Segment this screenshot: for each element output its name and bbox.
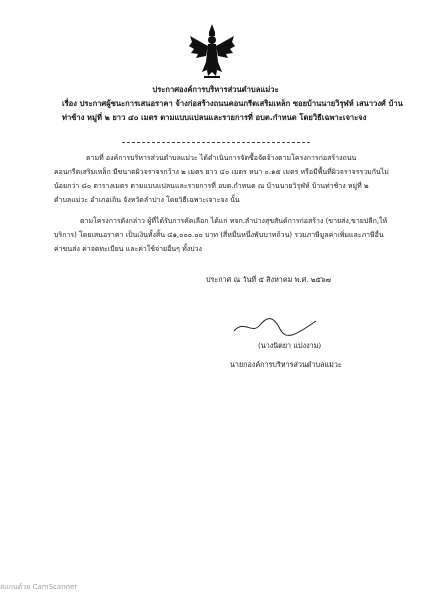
paragraph-2-line-3: ค่าขนส่ง ค่าจดทะเบียน และค่าใช้จ่ายอื่นๆ ทั้งปวง <box>54 245 202 253</box>
paragraph-1-line-3: น้อยกว่า ๘๐ ตารางเมตร ตามแบบแปลนและรายการที่ อบต.กำหนด ณ บ้านนายวิรุฬห์ บ้านท่าช้าง หมู่ที่ ๒ <box>54 182 369 190</box>
paragraph-1 <box>54 151 414 207</box>
paragraph-2-line-2: บริการ) โดยเสนอราคา เป็นเงินทั้งสิ้น ๔๑,๐๐๐.๐๐ บาท (สี่หมื่นหนึ่งพันบาทถ้วน) รวมภาษีมูลค่าเพิ่มและภาษีอื่น <box>54 231 384 239</box>
subject-block <box>62 97 407 125</box>
subject-line-1: เรื่อง ประกาศผู้ชนะการเสนอราคา จ้างก่อสร้างถนนคอนกรีตเสริมเหล็ก ซอยบ้านนายวิรุฬห์ เสนาวงศ์ บ้าน <box>62 99 403 108</box>
separator-rule <box>122 142 310 143</box>
paragraph-2-line-1: ตามโครงการดังกล่าว ผู้ที่ได้รับการคัดเลือก ได้แก่ หจก.ลำปางสุขสันต์การก่อสร้าง (ขายส่ง,ขายปลีก,ให้ <box>80 217 388 225</box>
signer-title: นายกองค์การบริหารส่วนตำบลแม่วะ <box>230 360 342 369</box>
subject-line-2: ท่าช้าง หมู่ที่ ๒ ยาว ๔๐ เมตร ตามแบบแปลนและรายการที่ อบต.กำหนด โดยวิธีเฉพาะเจาะจง <box>62 113 367 122</box>
paragraph-1-line-2: คอนกรีตเสริมเหล็ก มีขนาดผิวจราจรกว้าง ๒ เมตร ยาว ๔๐ เมตร หนา ๐.๑๕ เมตร หรือมีพื้นที่ผิวจราจรรวมกันไม่ <box>54 168 389 176</box>
announce-date: ประกาศ ณ วันที่ ๕ สิงหาคม พ.ศ. ๒๕๖๗ <box>206 275 331 284</box>
garuda-emblem-icon <box>188 22 236 80</box>
paragraph-1-line-1: ตามที่ องค์การบริหารส่วนตำบลแม่วะ ได้ดำเนินการจัดซื้อจัดจ้างตามโครงการก่อสร้างถนน <box>86 154 357 162</box>
paragraph-2 <box>54 214 414 256</box>
signer-name: (นางนิตยา แปงงาม) <box>258 341 322 350</box>
signature-icon <box>230 315 320 337</box>
scanner-watermark: สแกนด้วย CamScanner <box>0 583 78 591</box>
paragraph-1-line-4: ตำบลแม่วะ อำเภอเถิน จังหวัดลำปาง โดยวิธีเฉพาะเจาะจง นั้น <box>54 196 240 204</box>
org-header: ประกาศองค์การบริหารส่วนตำบลแม่วะ <box>152 85 279 94</box>
